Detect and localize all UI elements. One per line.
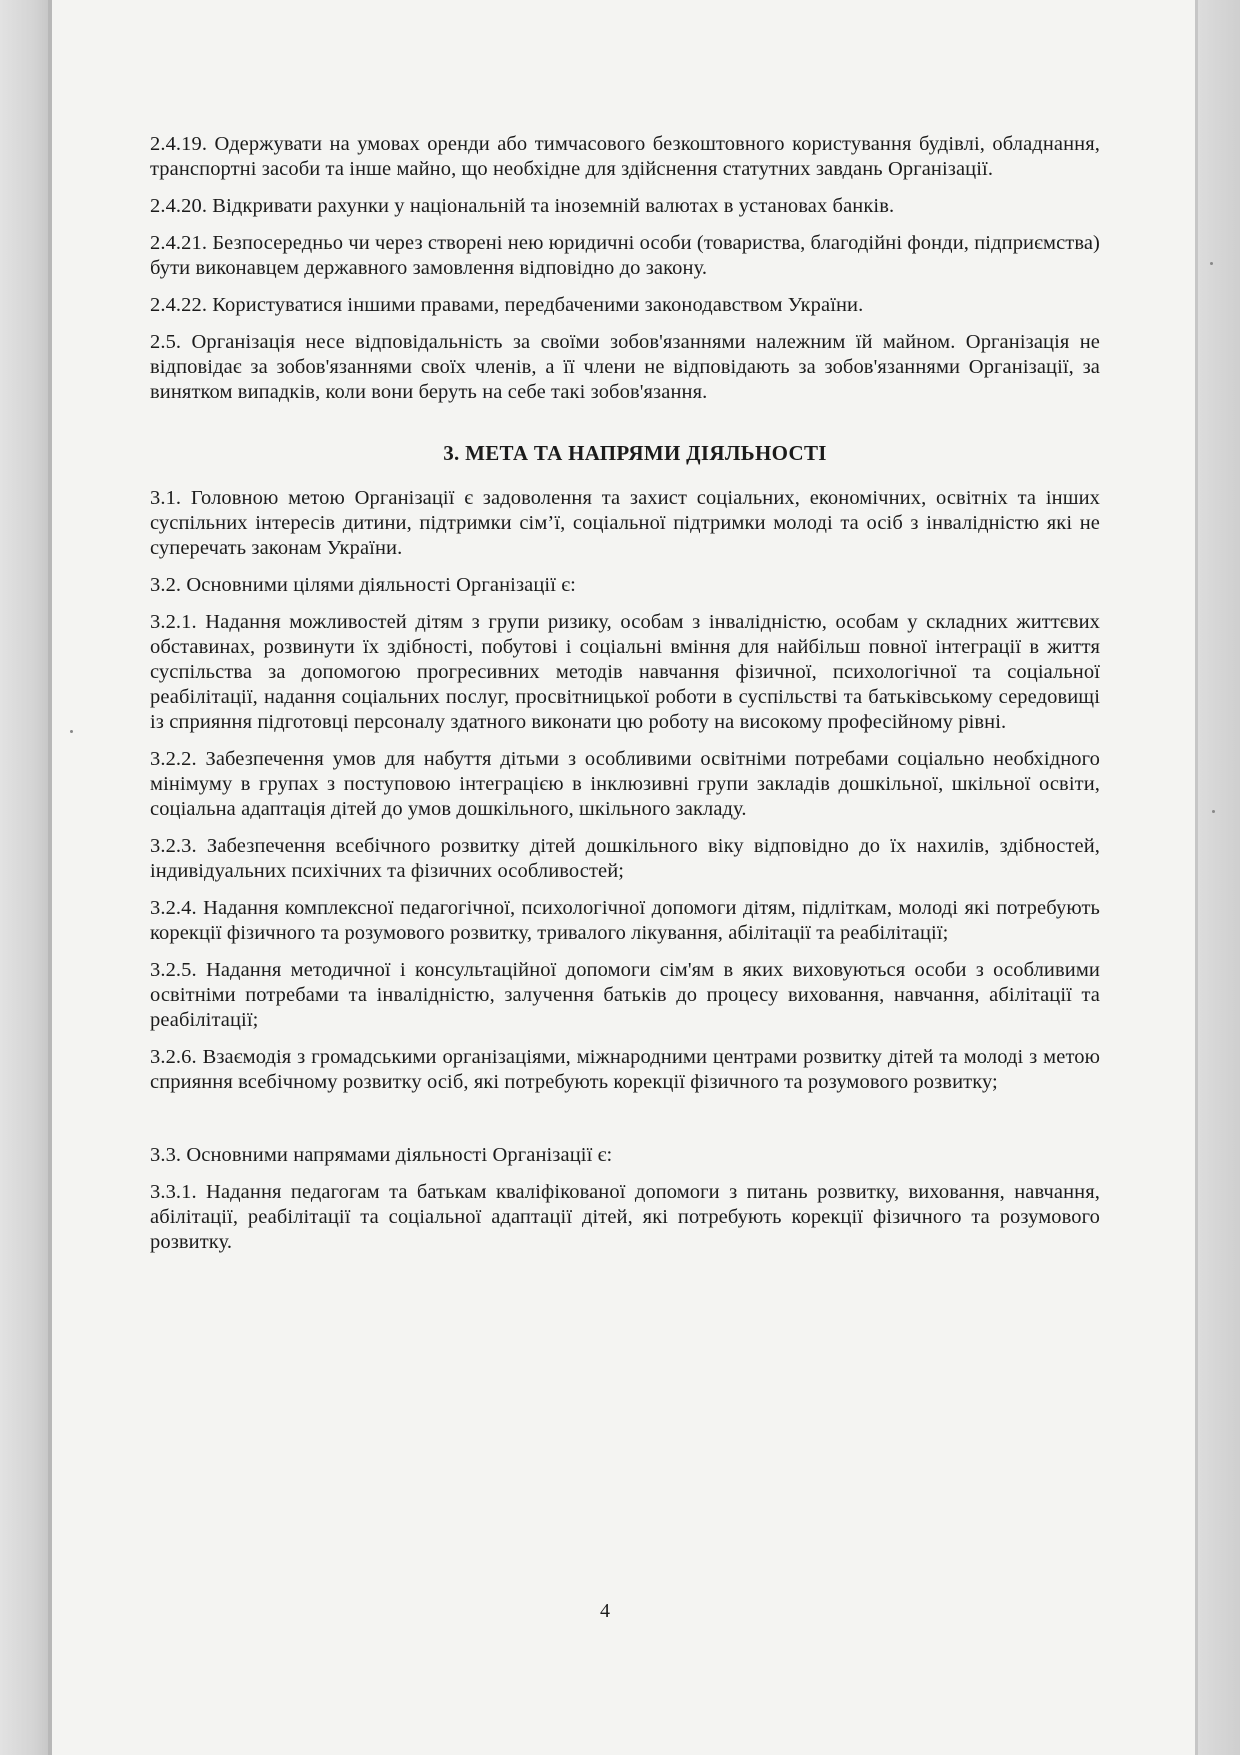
scan-speck bbox=[70, 730, 73, 733]
paragraph-3-3: 3.3. Основними напрямами діяльності Організації є: bbox=[150, 1144, 613, 1166]
paragraph-2-5: 2.5. Організація несе відповідальність за своїми зобов'язаннями належним їй майном. Організація не відповідає за зобов'язаннями своїх членів, а її члени не відповідають за зобов'язаннями Організації, за винятком випадків, коли вони беруть на себе такі зобов'язання. bbox=[150, 331, 1100, 403]
paragraph-2-4-21: 2.4.21. Безпосередньо чи через створені нею юридичні особи (товариства, благодійні фонди, підприємства) бути виконавцем державного замовлення відповідно до закону. bbox=[150, 232, 1100, 279]
paragraph-3-2-1: 3.2.1. Надання можливостей дітям з групи ризику, особам з інвалідністю, особам у складних життєвих обставинах, розвинути їх здібності, побутові і соціальні вміння для найбільш повної інтеграції в життя суспільства за допомогою прогресивних методів навчання фізичної, психологічної та соціальної реабілітації, надання соціальних послуг, просвітницької роботи в суспільстві та батьківському середовищі із сприяння підготовці персоналу здатного виконати цю роботу на високому професійному рівні. bbox=[150, 611, 1100, 733]
page-number: 4 bbox=[600, 1600, 610, 1622]
paragraph-2-4-22: 2.4.22. Користуватися іншими правами, передбаченими законодавством України. bbox=[150, 294, 864, 316]
paragraph-3-2-5: 3.2.5. Надання методичної і консультаційної допомоги сім'ям в яких виховуються особи з особливими освітніми потребами та інвалідністю, залучення батьків до процесу виховання, навчання, абілітації та реабілітації; bbox=[150, 959, 1100, 1031]
paragraph-3-3-1: 3.3.1. Надання педагогам та батькам кваліфікованої допомоги з питань розвитку, виховання, навчання, абілітації, реабілітації та соціальної адаптації дітей, які потребують корекції фізичного та розумового розвитку. bbox=[150, 1181, 1100, 1253]
section-heading: 3. МЕТА ТА НАПРЯМИ ДІЯЛЬНОСТІ bbox=[443, 441, 827, 465]
paragraph-3-1: 3.1. Головною метою Організації є задоволення та захист соціальних, економічних, освітніх та інших суспільних інтересів дитини, підтримки сім’ї, соціальної підтримки молоді та осіб з інвалідністю які не суперечать законам України. bbox=[150, 487, 1100, 559]
paragraph-gap bbox=[150, 1107, 1100, 1143]
scan-speck bbox=[1210, 262, 1213, 265]
paragraph-3-2-6: 3.2.6. Взаємодія з громадськими організаціями, міжнародними центрами розвитку дітей та молоді з метою сприяння всебічному розвитку осіб, які потребують корекції фізичного та розумового розвитку; bbox=[150, 1046, 1100, 1093]
paragraph-2-4-19: 2.4.19. Одержувати на умовах оренди або тимчасового безкоштовного користування будівлі, обладнання, транспортні засоби та інше майно, що необхідне для здійснення статутних завдань Організації. bbox=[150, 133, 1100, 180]
binding-strip-left bbox=[0, 0, 48, 1755]
paragraph-3-2-4: 3.2.4. Надання комплексної педагогічної, психологічної допомоги дітям, підліткам, молоді які потребують корекції фізичного та розумового розвитку, тривалого лікування, абілітації та реабілітації; bbox=[150, 897, 1100, 944]
paragraph-3-2-2: 3.2.2. Забезпечення умов для набуття дітьми з особливими освітніми потребами соціально необхідного мінімуму в групах з поступовою інтеграцією в інклюзивні групи закладів дошкільної, шкільної освіти, соціальна адаптація дітей до умов дошкільного, шкільного закладу. bbox=[150, 748, 1100, 820]
paragraph-3-2: 3.2. Основними цілями діяльності Організації є: bbox=[150, 574, 576, 596]
paragraph-2-4-20: 2.4.20. Відкривати рахунки у національній та іноземній валютах в установах банків. bbox=[150, 195, 895, 217]
paragraph-3-2-3: 3.2.3. Забезпечення всебічного розвитку дітей дошкільного віку відповідно до їх нахилів, здібностей, індивідуальних психічних та фізичних особливостей; bbox=[150, 835, 1100, 882]
document-body bbox=[150, 132, 1100, 1267]
binding-strip-right bbox=[1198, 0, 1240, 1755]
scan-speck bbox=[1212, 810, 1215, 813]
